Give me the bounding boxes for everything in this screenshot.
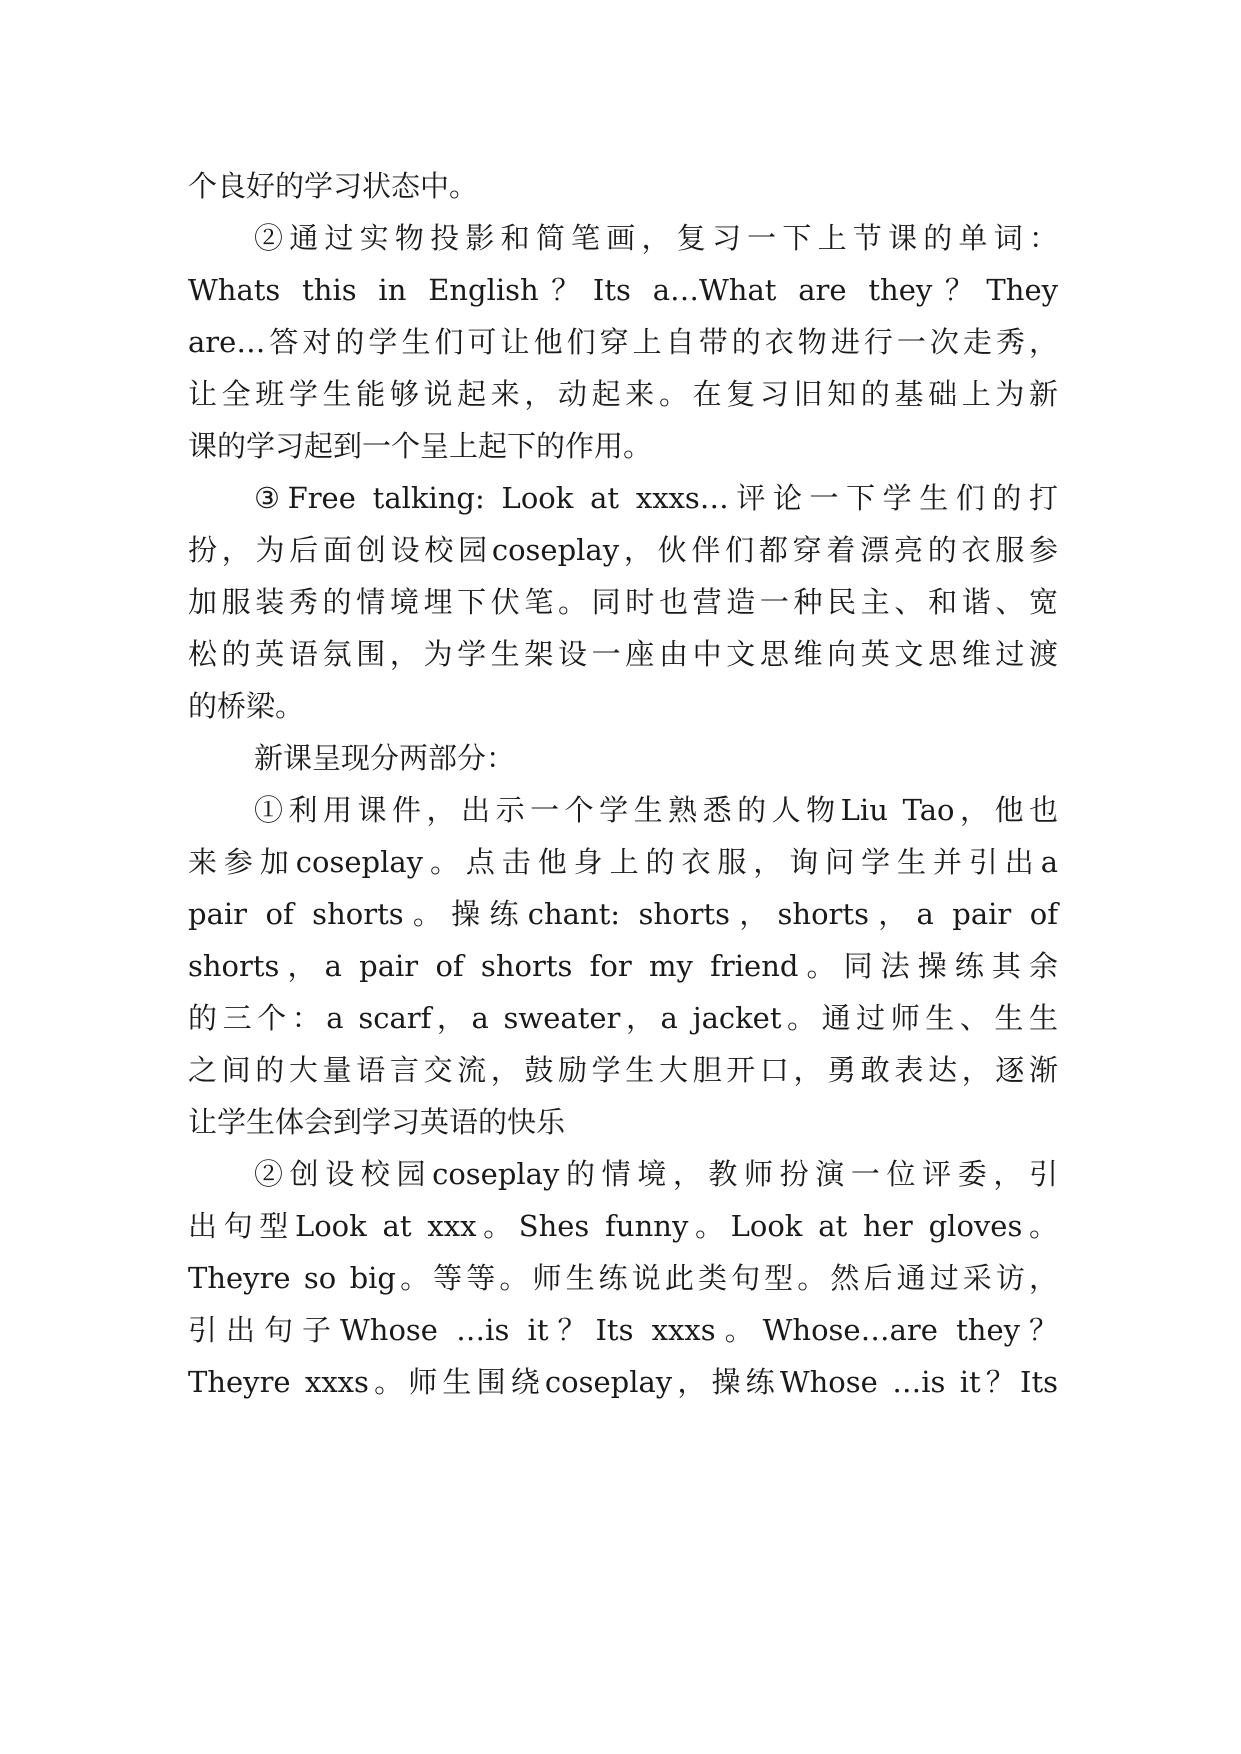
text-line: 松的英语氛围，为学生架设一座由中文思维向英文思维过渡 (188, 637, 1058, 671)
text-line: Theyre xxxs。师生围绕coseplay，操练Whose …is it？Its (188, 1365, 1058, 1399)
text-line: ②创设校园coseplay的情境，教师扮演一位评委，引 (254, 1157, 1058, 1191)
text-line: 引出句子Whose …is it？Its xxxs。Whose…are they？ (188, 1313, 1058, 1347)
text-line: 课的学习起到一个呈上起下的作用。 (188, 429, 653, 463)
text-line: 加服装秀的情境埋下伏笔。同时也营造一种民主、和谐、宽 (188, 585, 1058, 619)
text-line: shorts，a pair of shorts for my friend。同法操练其余 (188, 949, 1058, 983)
text-line: 来参加coseplay。点击他身上的衣服，询问学生并引出a (188, 845, 1058, 879)
text-line: are…答对的学生们可让他们穿上自带的衣物进行一次走秀， (188, 325, 1058, 359)
section-heading: 新课呈现分两部分： (254, 741, 516, 775)
text-line: 之间的大量语言交流，鼓励学生大胆开口，勇敢表达，逐渐 (188, 1053, 1058, 1087)
text-line: 扮，为后面创设校园coseplay，伙伴们都穿着漂亮的衣服参 (188, 533, 1058, 567)
text-line: 出句型Look at xxx。Shes funny。Look at her gloves。 (188, 1209, 1058, 1243)
text-line: Theyre so big。等等。师生练说此类句型。然后通过采访， (188, 1261, 1058, 1295)
text-line: 个良好的学习状态中。 (188, 169, 479, 203)
text-line: ①利用课件，出示一个学生熟悉的人物Liu Tao，他也 (254, 793, 1058, 827)
text-line: 让学生体会到学习英语的快乐 (188, 1105, 566, 1139)
text-line: 的桥梁。 (188, 689, 305, 723)
text-line: ③Free talking: Look at xxxs…评论一下学生们的打 (254, 481, 1058, 515)
text-line: Whats this in English？Its a…What are they？They (188, 273, 1058, 307)
text-line: 让全班学生能够说起来，动起来。在复习旧知的基础上为新 (188, 377, 1058, 411)
text-line: pair of shorts。操练chant: shorts，shorts，a pair of (188, 897, 1058, 931)
text-line: ②通过实物投影和简笔画，复习一下上节课的单词： (254, 221, 1058, 255)
text-line: 的三个：a scarf，a sweater，a jacket。通过师生、生生 (188, 1001, 1058, 1035)
